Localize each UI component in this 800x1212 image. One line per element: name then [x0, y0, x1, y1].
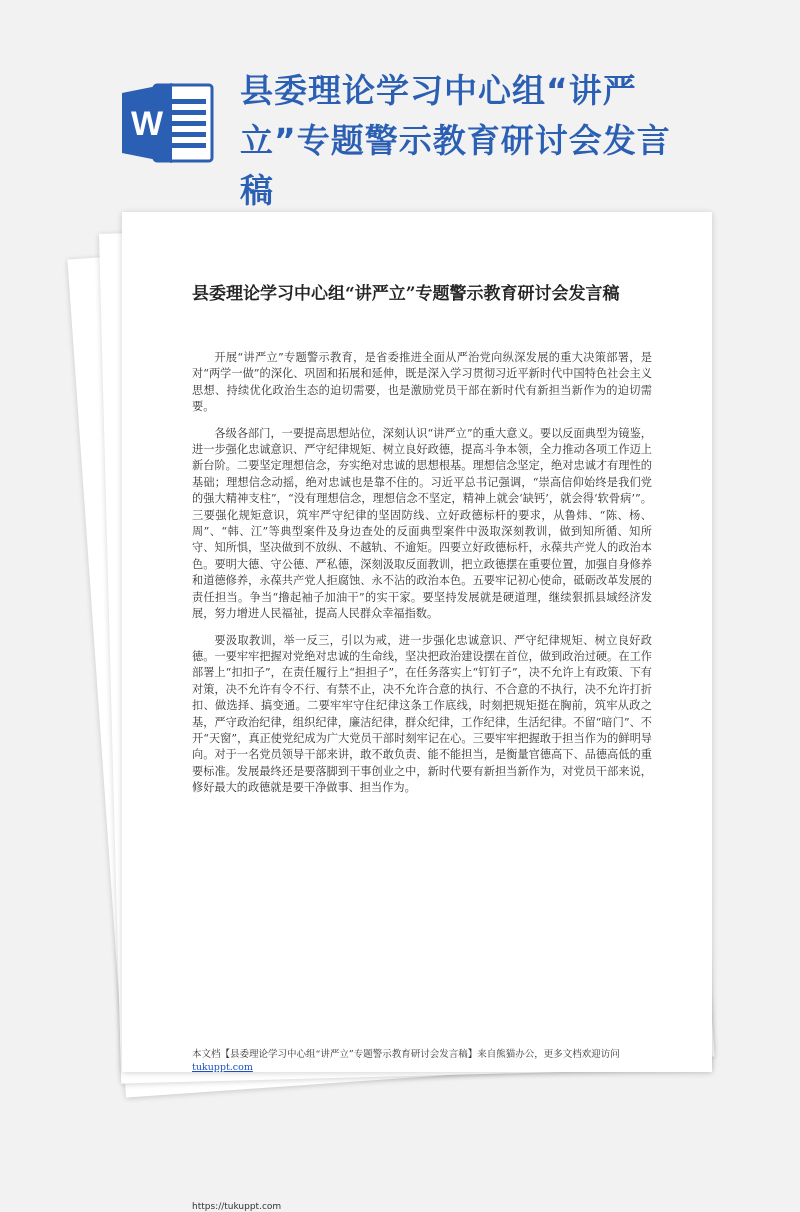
- header-title: 县委理论学习中心组“讲严立”专题警示教育研讨会发言稿: [240, 71, 671, 210]
- footer-text: 本文档【县委理论学习中心组“讲严立”专题警示教育研讨会发言稿】来自熊猫办公，更多文档欢迎访问: [192, 1049, 620, 1060]
- page-url: https://tukuppt.com: [192, 1202, 282, 1212]
- document-title: 县委理论学习中心组“讲严立”专题警示教育研讨会发言稿: [192, 284, 620, 304]
- document-footer: [192, 1048, 652, 1074]
- header: [0, 0, 800, 210]
- paragraph-2: 各级各部门，一要提高思想站位，深刻认识“讲严立”的重大意义。要以反面典型为镜鉴，进一步强化忠诚意识、严守纪律规矩、树立良好政德，提高斗争本领，全力推动各项工作迈上新台阶。二要坚定理想信念，夯实绝对忠诚的思想根基。理想信念坚定，绝对忠诚才有理性的基础；理想信念动摇，绝对忠诚也是靠不住的。习近平总书记强调，“崇高信仰始终是我们党的强大精神支柱”，“没有理想信念，理想信念不坚定，精神上就会‘缺钙’，就会得‘软骨病’”。三要强化规矩意识，筑牢严守纪律的坚固防线、立好政德标杆的要求，从鲁炜、“陈、杨、周”、“韩、江”等典型案件及身边查处的反面典型案件中汲取深刻教训，做到知所循、知所守、知所惧，坚决做到不放纵、不越轨、不逾矩。四要立好政德标杆，永葆共产党人的政治本色。要明大德、守公德、严私德，深刻汲取反面教训，把立政德摆在重要位置，加强自身修养和道德修养，永葆共产党人拒腐蚀、永不沾的政治本色。五要牢记初心使命，砥砺改革发展的责任担当。争当“撸起袖子加油干”的实干家。要坚持发展就是硬道理，继续狠抓县域经济发展，努力增进人民福祉，提高人民群众幸福指数。: [192, 426, 652, 621]
- word-icon: [120, 75, 216, 171]
- paragraph-1: 开展“讲严立”专题警示教育，是省委推进全面从严治党向纵深发展的重大决策部署，是对“两学一做”的深化、巩固和拓展和延伸，既是深入学习贯彻习近平新时代中国特色社会主义思想、持续优化政治生态的迫切需要，也是激励党员干部在新时代有新担当新作为的迫切需要。: [192, 351, 652, 414]
- paragraph-3: 要汲取教训，举一反三，引以为戒，进一步强化忠诚意识、严守纪律规矩、树立良好政德。一要牢牢把握对党绝对忠诚的生命线，坚决把政治建设摆在首位，做到政治过硬。在工作部署上“扣扣子”，在责任履行上“担担子”，在任务落实上“钉钉子”，决不允许上有政策、下有对策，决不允许有令不行、有禁不止，决不允许合意的执行、不合意的不执行，决不允许打折扣、做选择、搞变通。二要牢牢守住纪律这条工作底线，时刻把规矩挺在胸前，筑牢从政之基，严守政治纪律，组织纪律，廉洁纪律，群众纪律，工作纪律，生活纪律。不留“暗门”、不开“天窗”，真正使党纪成为广大党员干部时刻牢记在心。三要牢牢把握敢于担当作为的鲜明导向。对于一名党员领导干部来讲，敢不敢负责、能不能担当，是衡量官德高下、品德高低的重要标准。发展最终还是要落脚到干事创业之中，新时代要有新担当新作为，对党员干部来说，修好最大的政德就是要干净做事、担当作为。: [192, 633, 652, 795]
- svg-text:W: W: [130, 105, 164, 143]
- footer-link[interactable]: tukuppt.com: [192, 1062, 253, 1073]
- document-body: [192, 350, 652, 807]
- document-page: [122, 212, 712, 1212]
